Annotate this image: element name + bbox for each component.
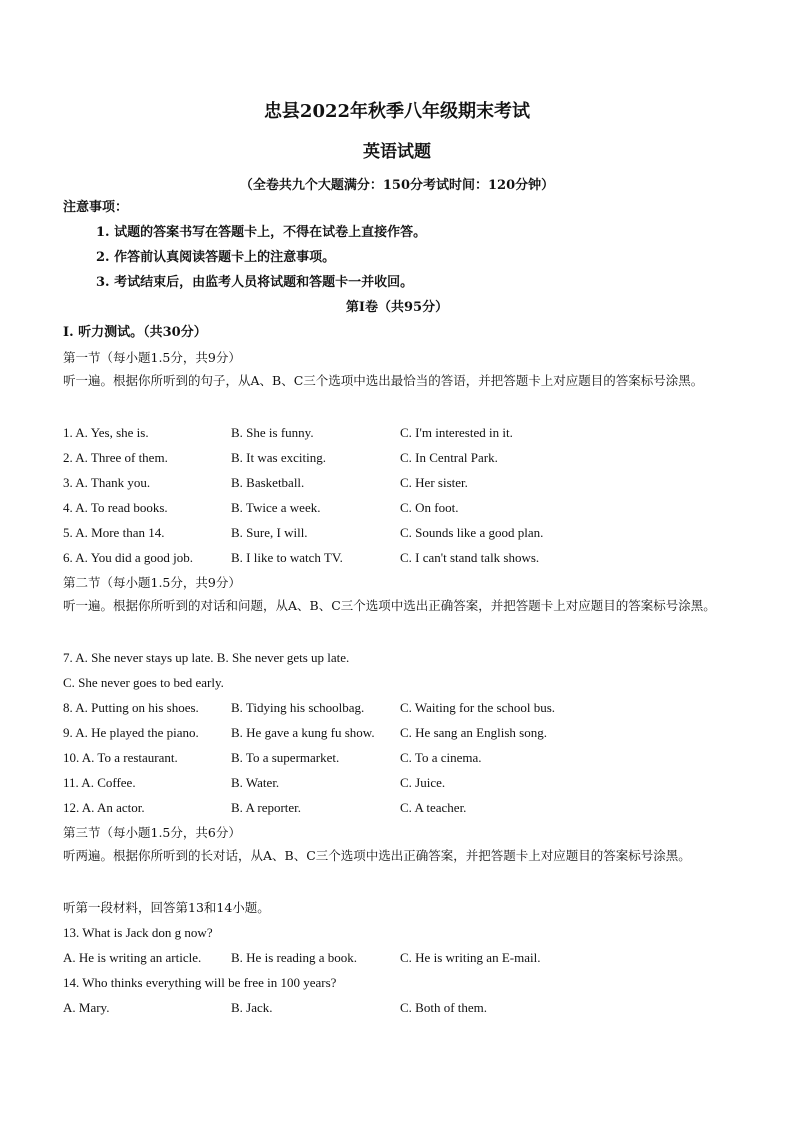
- option-b: B. Basketball.: [231, 475, 305, 490]
- option-a: 5. A. More than 14.: [63, 525, 165, 540]
- option-c: C. I can't stand talk shows.: [400, 550, 540, 565]
- option-c: C. In Central Park.: [400, 450, 498, 465]
- part-heading: 第三节（每小题1.5分，共6分）: [63, 825, 241, 840]
- exam-info: （全卷共九个大题满分：150分考试时间：120分钟）: [239, 178, 555, 193]
- option-a: 6. A. You did a good job.: [63, 550, 194, 565]
- option-c: C. Sounds like a good plan.: [400, 525, 544, 540]
- option-b: B. He is reading a book.: [231, 950, 358, 965]
- question-line: C. She never goes to bed early.: [63, 675, 224, 690]
- part-heading: 第一节（每小题1.5分，共9分）: [63, 350, 241, 365]
- option-c: C. He sang an English song.: [400, 725, 547, 740]
- option-c: C. Her sister.: [400, 475, 468, 490]
- option-c: C. Waiting for the school bus.: [400, 700, 556, 715]
- option-a: 9. A. He played the piano.: [63, 725, 199, 740]
- option-a: 11. A. Coffee.: [63, 775, 136, 790]
- option-a: 8. A. Putting on his shoes.: [63, 700, 199, 715]
- notice-heading: 注意事项：: [63, 200, 129, 215]
- exam-title: 忠县2022年秋季八年级期末考试: [263, 101, 531, 122]
- option-b: B. Tidying his schoolbag.: [231, 700, 365, 715]
- option-a: 12. A. An actor.: [63, 800, 145, 815]
- option-a: 2. A. Three of them.: [63, 450, 168, 465]
- option-c: C. To a cinema.: [400, 750, 482, 765]
- option-a: 1. A. Yes, she is.: [63, 425, 149, 440]
- option-c: C. Juice.: [400, 775, 446, 790]
- option-b: B. I like to watch TV.: [231, 550, 343, 565]
- option-b: B. Sure, I will.: [231, 525, 308, 540]
- option-b: B. Water.: [231, 775, 280, 790]
- option-b: B. He gave a kung fu show.: [231, 725, 375, 740]
- part-instruction: 听两遍。根据你所听到的长对话，从A、B、C三个选项中选出正确答案，并把答题卡上对应题目的答案标号涂黑。: [63, 848, 691, 863]
- notice-item: 3. 考试结束后，由监考人员将试题和答题卡一并收回。: [96, 275, 414, 290]
- option-c: C. A teacher.: [400, 800, 467, 815]
- option-a: A. Mary.: [63, 1000, 110, 1015]
- exam-subject: 英语试题: [363, 142, 431, 162]
- option-b: B. She is funny.: [231, 425, 314, 440]
- option-b: B. A reporter.: [231, 800, 302, 815]
- option-b: B. Twice a week.: [231, 500, 321, 515]
- option-b: B. Jack.: [231, 1000, 273, 1015]
- option-c: C. He is writing an E-mail.: [400, 950, 541, 965]
- option-a: 10. A. To a restaurant.: [63, 750, 178, 765]
- notice-item: 2. 作答前认真阅读答题卡上的注意事项。: [96, 250, 336, 265]
- notice-item: 1. 试题的答案书写在答题卡上，不得在试卷上直接作答。: [96, 225, 427, 240]
- option-c: C. Both of them.: [400, 1000, 488, 1015]
- question-line: 14. Who thinks everything will be free in 100 years?: [63, 975, 337, 990]
- part-instruction: 听一遍。根据你所听到的句子，从A、B、C三个选项中选出最恰当的答语，并把答题卡上对应题目的答案标号涂黑。: [63, 373, 704, 388]
- section-title: I. 听力测试。（共30分）: [63, 325, 207, 340]
- option-b: B. To a supermarket.: [231, 750, 340, 765]
- option-a: 3. A. Thank you.: [63, 475, 151, 490]
- option-a: 4. A. To read books.: [63, 500, 168, 515]
- option-b: B. It was exciting.: [231, 450, 326, 465]
- volume-title: 第Ⅰ卷（共95分）: [345, 300, 449, 315]
- question-line: 7. A. She never stays up late. B. She never gets up late.: [63, 650, 350, 665]
- option-c: C. I'm interested in it.: [400, 425, 513, 440]
- material-note: 听第一段材料，回答第13和14小题。: [63, 900, 270, 915]
- option-c: C. On foot.: [400, 500, 459, 515]
- option-a: A. He is writing an article.: [63, 950, 202, 965]
- question-line: 13. What is Jack don g now?: [63, 925, 213, 940]
- part-heading: 第二节（每小题1.5分，共9分）: [63, 575, 241, 590]
- part-instruction: 听一遍。根据你所听到的对话和问题，从A、B、C三个选项中选出正确答案，并把答题卡上对应题目的答案标号涂黑。: [63, 598, 716, 613]
